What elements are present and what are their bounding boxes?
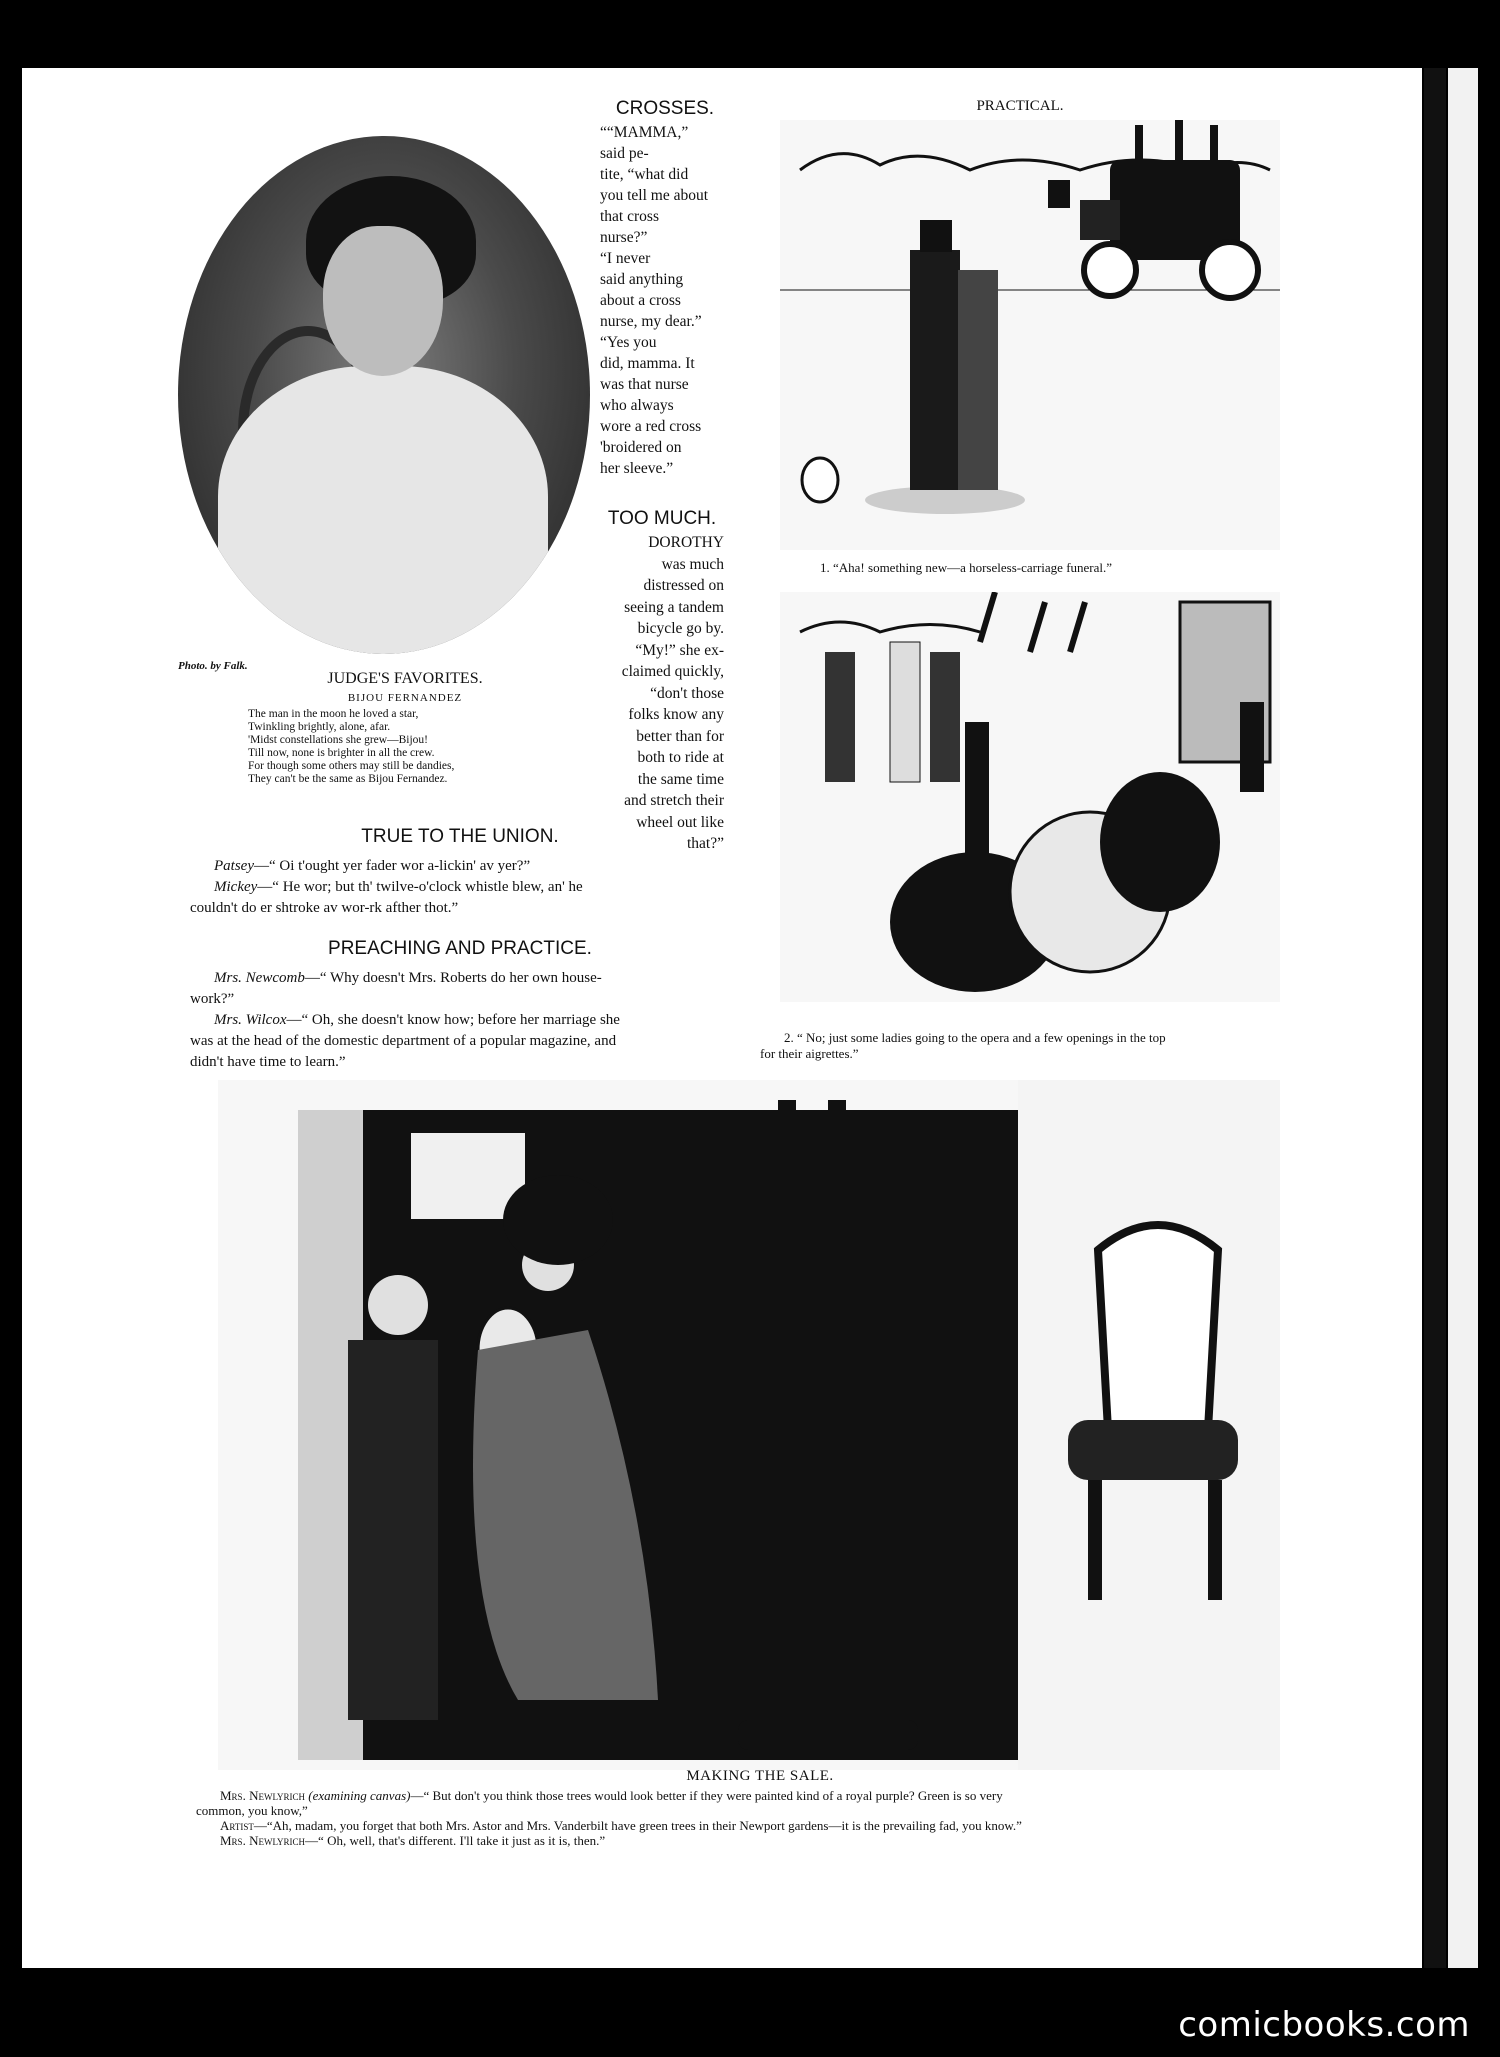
- sale-line-1b: common, you know,”: [196, 1803, 308, 1818]
- preaching-title: PREACHING AND PRACTICE.: [328, 938, 592, 959]
- face: [323, 226, 443, 376]
- too-much-line: DOROTHY: [648, 534, 724, 551]
- crosses-line: “Yes you: [600, 334, 657, 351]
- favorites-title: JUDGE'S FAVORITES.: [327, 670, 483, 687]
- preaching-line-5: didn't have time to learn.”: [190, 1054, 346, 1070]
- too-much-line: the same time: [637, 770, 724, 788]
- sale-title: MAKING THE SALE.: [686, 1768, 834, 1784]
- union-text: [190, 856, 730, 919]
- union-title: TRUE TO THE UNION.: [361, 826, 559, 847]
- too-much-line: folks know any: [628, 706, 724, 723]
- too-much-line: was much: [661, 555, 724, 573]
- union-line-1: [190, 856, 730, 877]
- crosses-line: her sleeve.”: [600, 460, 674, 477]
- too-much-line: bicycle go by.: [637, 620, 724, 637]
- too-much-title: TOO MUCH.: [607, 508, 717, 529]
- too-much-line: wheel out like that?”: [636, 813, 724, 852]
- sale-line-1: [196, 1788, 1316, 1803]
- sale-line-3-text: —“ Oh, well, that's different. I'll take it just as it is, then.”: [305, 1833, 606, 1848]
- too-much-line: claimed quickly,: [621, 663, 724, 680]
- blouse: [218, 366, 548, 654]
- cartoon-2-drawing: [780, 592, 1280, 1002]
- too-much-line: “don't those: [650, 684, 724, 702]
- crosses-line: said anything: [600, 271, 684, 288]
- crosses-line: did, mamma. It: [600, 355, 695, 372]
- poem-line: The man in the moon he loved a star,: [248, 708, 419, 720]
- sale-aside: (examining canvas): [308, 1788, 411, 1803]
- crosses-line: about a cross: [600, 292, 681, 309]
- crosses-line: wore a red cross: [600, 418, 702, 435]
- preaching-line-2: work?”: [190, 991, 235, 1007]
- preaching-line-3: [190, 1010, 730, 1031]
- crosses-line: “I never: [600, 250, 651, 267]
- union-line-2-text: —“ He wor; but th' twilve-o'clock whistle blew, an' he: [257, 879, 583, 895]
- sale-line-2: [196, 1818, 1316, 1833]
- sale-line-3: [196, 1833, 1316, 1848]
- speaker-patsey: Patsey: [214, 858, 254, 874]
- too-much-line: seeing a tandem: [624, 598, 724, 616]
- crosses-line: tite, “what did: [600, 166, 689, 183]
- cartoon-opera-ladies: [780, 592, 1280, 1002]
- favorites-subtitle: BIJOU FERNANDEZ: [347, 692, 463, 704]
- site-watermark: comicbooks.com: [1178, 2005, 1470, 2045]
- crosses-line: 'broidered on: [600, 439, 682, 456]
- adjacent-page-edge: [1446, 68, 1478, 1968]
- preaching-line-1-text: —“ Why doesn't Mrs. Roberts do her own house-: [304, 970, 602, 986]
- speaker-newcomb: Mrs. Newcomb: [214, 970, 305, 986]
- speaker-newlyrich-2: Mrs. Newlyrich: [220, 1833, 306, 1848]
- portrait-photo: [178, 136, 590, 654]
- favorites-poem: [248, 708, 568, 786]
- union-line-3: couldn't do er shtroke av wor-rk afther thot.”: [190, 900, 459, 916]
- crosses-line: ““MAMMA,”: [600, 124, 689, 141]
- crosses-line: said pe-: [600, 145, 649, 162]
- cartoon-horseless-funeral: [780, 120, 1280, 550]
- too-much-line: and stretch their: [624, 792, 724, 809]
- cartoon-2-caption-line-1: 2. “ No; just some ladies going to the opera and a few openings in the top: [784, 1030, 1166, 1045]
- crosses-line: who always: [600, 397, 674, 414]
- preaching-text: [190, 968, 730, 1073]
- cartoon-1-drawing: [780, 120, 1280, 550]
- crosses-title: CROSSES.: [615, 98, 715, 119]
- preaching-line-1: [190, 968, 730, 989]
- crosses-line: that cross: [600, 208, 659, 225]
- sale-line-1-text: —“ But don't you think those trees would look better if they were painted kind of a royal purple? Green is so very: [410, 1788, 1003, 1803]
- poem-line: For though some others may still be dandies,: [248, 760, 455, 772]
- cartoon-1-caption: 1. “Aha! something new—a horseless-carriage funeral.”: [820, 560, 1113, 575]
- poem-line: Twinkling brightly, alone, afar.: [248, 721, 391, 733]
- cartoon-2-caption-line-2: for their aigrettes.”: [760, 1046, 859, 1061]
- crosses-line: you tell me about: [600, 187, 709, 204]
- crosses-line: nurse?”: [600, 229, 648, 246]
- sale-caption: [196, 1788, 1316, 1848]
- too-much-line: both to ride at: [637, 749, 724, 766]
- preaching-line-4: was at the head of the domestic department of a popular magazine, and: [190, 1033, 617, 1049]
- poem-line: They can't be the same as Bijou Fernandez.: [248, 773, 448, 785]
- crosses-line: was that nurse: [600, 376, 689, 393]
- speaker-newlyrich: Mrs. Newlyrich: [220, 1788, 306, 1803]
- sale-line-2-text: —“Ah, madam, you forget that both Mrs. Astor and Mrs. Vanderbilt have green trees in their Newport gardens—it is the prevailing fad, you know.”: [253, 1818, 1022, 1833]
- speaker-mickey: Mickey: [214, 879, 258, 895]
- poem-line: Till now, none is brighter in all the crew.: [248, 747, 435, 759]
- preaching-line-3-text: —“ Oh, she doesn't know how; before her marriage she: [286, 1012, 620, 1028]
- too-much-line: “My!” she ex-: [635, 641, 724, 659]
- too-much-line: better than for: [636, 727, 724, 745]
- cartoon-2-caption: [760, 1030, 1300, 1062]
- too-much-line: distressed on: [643, 577, 724, 594]
- crosses-text: [600, 122, 722, 479]
- union-line-2: [190, 877, 730, 898]
- union-line-1-text: —“ Oi t'ought yer fader wor a-lickin' av yer?”: [253, 858, 531, 874]
- speaker-artist: Artist: [220, 1818, 254, 1833]
- speaker-wilcox: Mrs. Wilcox: [214, 1012, 287, 1028]
- illustration-making-the-sale: [218, 1080, 1280, 1770]
- practical-title: PRACTICAL.: [976, 98, 1064, 114]
- studio-drawing: [218, 1080, 1280, 1770]
- photo-credit: Photo. by Falk.: [178, 660, 248, 672]
- too-much-text: [600, 532, 724, 855]
- poem-line: 'Midst constellations she grew—Bijou!: [248, 734, 428, 746]
- crosses-line: nurse, my dear.”: [600, 313, 702, 330]
